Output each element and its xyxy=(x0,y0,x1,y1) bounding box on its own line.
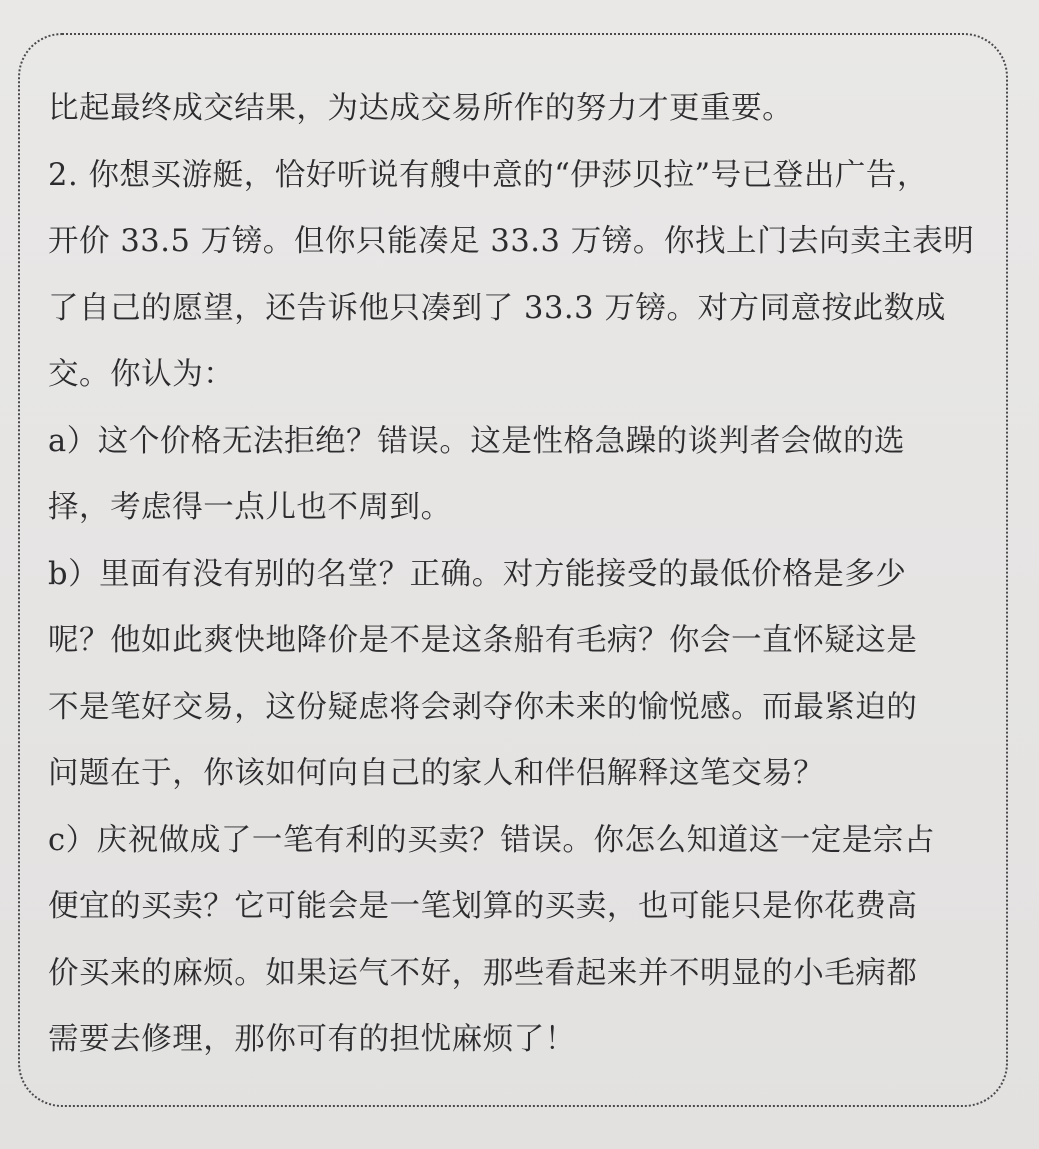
text-line: 便宜的买卖？它可能会是一笔划算的买卖，也可能只是你花费高 xyxy=(48,889,918,924)
text-line: 了自己的愿望，还告诉他只凑到了 33.3 万镑。对方同意按此数成 xyxy=(48,290,946,326)
text-line: 开价 33.5 万镑。但你只能凑足 33.3 万镑。你找上门去向卖主表明 xyxy=(48,224,975,259)
text-line: 呢？他如此爽快地降价是不是这条船有毛病？你会一直怀疑这是 xyxy=(48,623,918,658)
text-line: 价买来的麻烦。如果运气不好，那些看起来并不明显的小毛病都 xyxy=(48,955,918,991)
text-line: 不是笔好交易，这份疑虑将会剥夺你未来的愉悦感。而最紧迫的 xyxy=(48,689,918,725)
text-line: 问题在于，你该如何向自己的家人和伴侣解释这笔交易？ xyxy=(48,756,825,791)
text-line: 需要去修理，那你可有的担忧麻烦了！ xyxy=(48,1022,576,1057)
text-block xyxy=(48,84,1008,1082)
question-2-line: 2. 你想买游艇，恰好听说有艘中意的“伊莎贝拉”号已登出广告， xyxy=(48,157,929,193)
option-b-line: b）里面有没有别的名堂？正确。对方能接受的最低价格是多少 xyxy=(48,556,907,592)
option-a-line: a）这个价格无法拒绝？错误。这是性格急躁的谈判者会做的选 xyxy=(48,423,906,459)
text-line: 择，考虑得一点儿也不周到。 xyxy=(48,490,452,525)
option-c-line: c）庆祝做成了一笔有利的买卖？错误。你怎么知道这一定是宗占 xyxy=(48,822,936,858)
text-line: 比起最终成交结果，为达成交易所作的努力才更重要。 xyxy=(48,91,794,126)
text-line: 交。你认为： xyxy=(48,357,235,392)
